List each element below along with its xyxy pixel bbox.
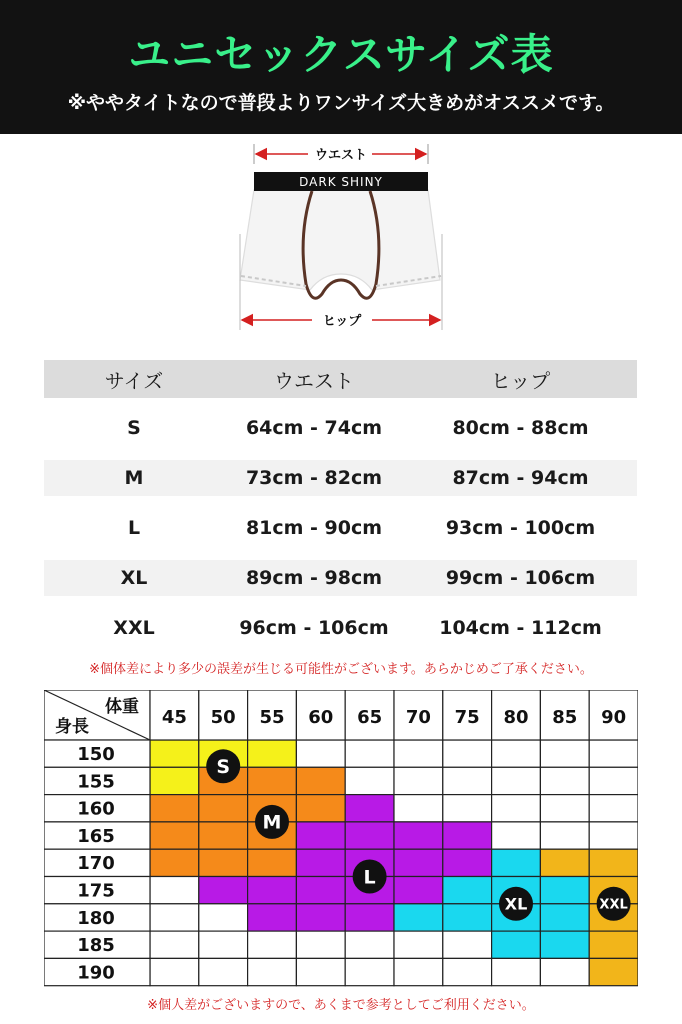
weight-tick-label: 50 xyxy=(210,707,236,728)
boxer-diagram xyxy=(0,134,682,344)
size-cell: XXL xyxy=(113,617,155,639)
header-waist: ウエスト xyxy=(274,368,354,393)
grid-cell xyxy=(199,849,248,876)
size-table xyxy=(44,360,637,660)
grid-cell xyxy=(443,822,492,849)
grid-cell xyxy=(394,740,443,767)
height-tick-label: 160 xyxy=(77,798,115,820)
size-cell: M xyxy=(124,467,144,489)
grid-cell xyxy=(150,767,199,794)
grid-cell xyxy=(492,958,541,985)
grid-cell xyxy=(540,767,589,794)
grid-cell xyxy=(394,767,443,794)
size-badge-label: S xyxy=(216,756,231,779)
grid-cell xyxy=(345,740,394,767)
waist-cell: 89cm - 98cm xyxy=(245,567,383,589)
grid-cell xyxy=(589,849,638,876)
grid-cell xyxy=(492,795,541,822)
weight-tick-label: 55 xyxy=(259,707,285,728)
size-row-s xyxy=(44,410,637,446)
height-axis-label: 身長 xyxy=(55,717,89,737)
grid-cell xyxy=(248,958,297,985)
hip-cell: 99cm - 106cm xyxy=(445,567,596,589)
height-tick-label: 180 xyxy=(77,907,115,929)
size-badge-label: XL xyxy=(504,894,528,914)
weight-tick-label: 45 xyxy=(161,707,187,728)
grid-cell xyxy=(492,822,541,849)
hip-label: ヒップ xyxy=(322,314,362,329)
height-tick-label: 150 xyxy=(77,744,115,765)
grid-cell xyxy=(540,740,589,767)
hip-cell: 87cm - 94cm xyxy=(452,467,589,489)
grid-cell xyxy=(345,958,394,985)
size-row-xxl xyxy=(44,610,637,646)
grid-cell xyxy=(589,958,638,985)
grid-cell xyxy=(199,795,248,822)
grid-cell xyxy=(296,740,345,767)
grid-cell xyxy=(296,822,345,849)
grid-cell xyxy=(589,931,638,958)
grid-cell xyxy=(443,958,492,985)
grid-cell xyxy=(199,904,248,931)
weight-tick-label: 90 xyxy=(601,707,627,728)
grid-cell xyxy=(540,877,589,904)
grid-cell xyxy=(492,767,541,794)
grid-cell xyxy=(296,767,345,794)
grid-cell xyxy=(248,740,297,767)
waist-cell: 64cm - 74cm xyxy=(245,417,383,439)
grid-cell xyxy=(443,740,492,767)
waist-cell: 81cm - 90cm xyxy=(245,517,383,539)
grid-cell xyxy=(589,740,638,767)
grid-cell xyxy=(150,931,199,958)
height-weight-grid xyxy=(44,690,638,990)
header xyxy=(0,0,682,134)
grid-cell xyxy=(589,795,638,822)
grid-cell xyxy=(492,740,541,767)
size-badge-label: XXL xyxy=(599,897,628,913)
waist-cell: 73cm - 82cm xyxy=(245,467,383,489)
grid-cell xyxy=(345,904,394,931)
waist-cell: 96cm - 106cm xyxy=(239,617,389,639)
grid-cell xyxy=(492,849,541,876)
height-tick-label: 165 xyxy=(77,825,115,847)
grid-cell xyxy=(345,931,394,958)
grid-cell xyxy=(540,795,589,822)
grid-cell xyxy=(394,958,443,985)
grid-cell xyxy=(150,877,199,904)
size-cell: L xyxy=(127,517,141,539)
hip-cell: 104cm - 112cm xyxy=(439,617,602,639)
grid-cell xyxy=(296,877,345,904)
grid-cell xyxy=(296,958,345,985)
grid-cell xyxy=(443,904,492,931)
grid-cell xyxy=(443,795,492,822)
grid-cell xyxy=(394,877,443,904)
grid-cell xyxy=(492,931,541,958)
grid-cell xyxy=(150,822,199,849)
height-tick-label: 185 xyxy=(77,935,115,957)
grid-cell xyxy=(394,822,443,849)
grid-cell xyxy=(199,958,248,985)
grid-cell xyxy=(150,740,199,767)
weight-tick-label: 65 xyxy=(357,707,383,728)
size-cell: XL xyxy=(120,567,148,589)
grid-cell xyxy=(394,904,443,931)
weight-tick-label: 60 xyxy=(308,707,334,728)
weight-tick-label: 75 xyxy=(454,707,480,728)
grid-cell xyxy=(199,931,248,958)
hip-cell: 80cm - 88cm xyxy=(452,417,589,439)
grid-cell xyxy=(248,849,297,876)
weight-tick-label: 80 xyxy=(503,707,529,728)
size-table-header xyxy=(44,360,637,398)
grid-cell xyxy=(589,767,638,794)
height-tick-label: 155 xyxy=(77,771,115,793)
grid-cell xyxy=(150,958,199,985)
grid-cell xyxy=(540,849,589,876)
grid-cell xyxy=(296,904,345,931)
grid-cell xyxy=(394,931,443,958)
grid-cell xyxy=(540,958,589,985)
size-badge-label: L xyxy=(363,866,376,889)
grid-cell xyxy=(199,822,248,849)
height-tick-label: 175 xyxy=(77,880,115,902)
grid-cell xyxy=(296,795,345,822)
weight-tick-label: 85 xyxy=(552,707,578,728)
grid-cell xyxy=(248,767,297,794)
hip-cell: 93cm - 100cm xyxy=(445,517,596,539)
grid-cell xyxy=(443,767,492,794)
size-badge-label: M xyxy=(262,811,282,834)
grid-cell xyxy=(248,904,297,931)
grid-cell xyxy=(345,767,394,794)
grid-cell xyxy=(150,849,199,876)
header-hip: ヒップ xyxy=(490,368,551,393)
grid-cell xyxy=(248,877,297,904)
weight-tick-label: 70 xyxy=(405,707,431,728)
grid-cell xyxy=(443,849,492,876)
grid-cell xyxy=(443,931,492,958)
height-tick-label: 190 xyxy=(77,962,115,984)
grid-cell xyxy=(296,931,345,958)
grid-cell xyxy=(394,795,443,822)
size-row-xl xyxy=(44,560,637,596)
page-subtitle: ※ややタイトなので普段よりワンサイズ大きめがオススメです。 xyxy=(67,92,615,114)
grid-cell xyxy=(296,849,345,876)
disclaimer-bottom: ※個人差がございますので、あくまで参考としてご利用ください。 xyxy=(147,998,535,1013)
grid-cell xyxy=(345,822,394,849)
grid-cell xyxy=(150,904,199,931)
grid-cell xyxy=(394,849,443,876)
height-weight-grid-wrap xyxy=(44,690,638,994)
grid-cell xyxy=(248,931,297,958)
grid-cell xyxy=(589,822,638,849)
waist-label: ウエスト xyxy=(314,148,368,163)
weight-axis-label: 体重 xyxy=(105,697,139,717)
grid-cell xyxy=(443,877,492,904)
grid-cell xyxy=(150,795,199,822)
page-title: ユニセックスサイズ表 xyxy=(128,30,554,79)
grid-cell xyxy=(540,904,589,931)
disclaimer-top: ※個体差により多少の誤差が生じる可能性がございます。あらかじめご了承ください。 xyxy=(89,662,593,677)
brand-label: DARK SHINY xyxy=(299,175,383,189)
grid-cell xyxy=(540,931,589,958)
grid-cell xyxy=(345,795,394,822)
grid-cell xyxy=(540,822,589,849)
height-tick-label: 170 xyxy=(77,853,115,875)
size-row-m xyxy=(44,460,637,496)
header-size: サイズ xyxy=(104,368,164,393)
grid-cell xyxy=(199,877,248,904)
size-row-l xyxy=(44,510,637,546)
size-cell: S xyxy=(127,417,141,439)
